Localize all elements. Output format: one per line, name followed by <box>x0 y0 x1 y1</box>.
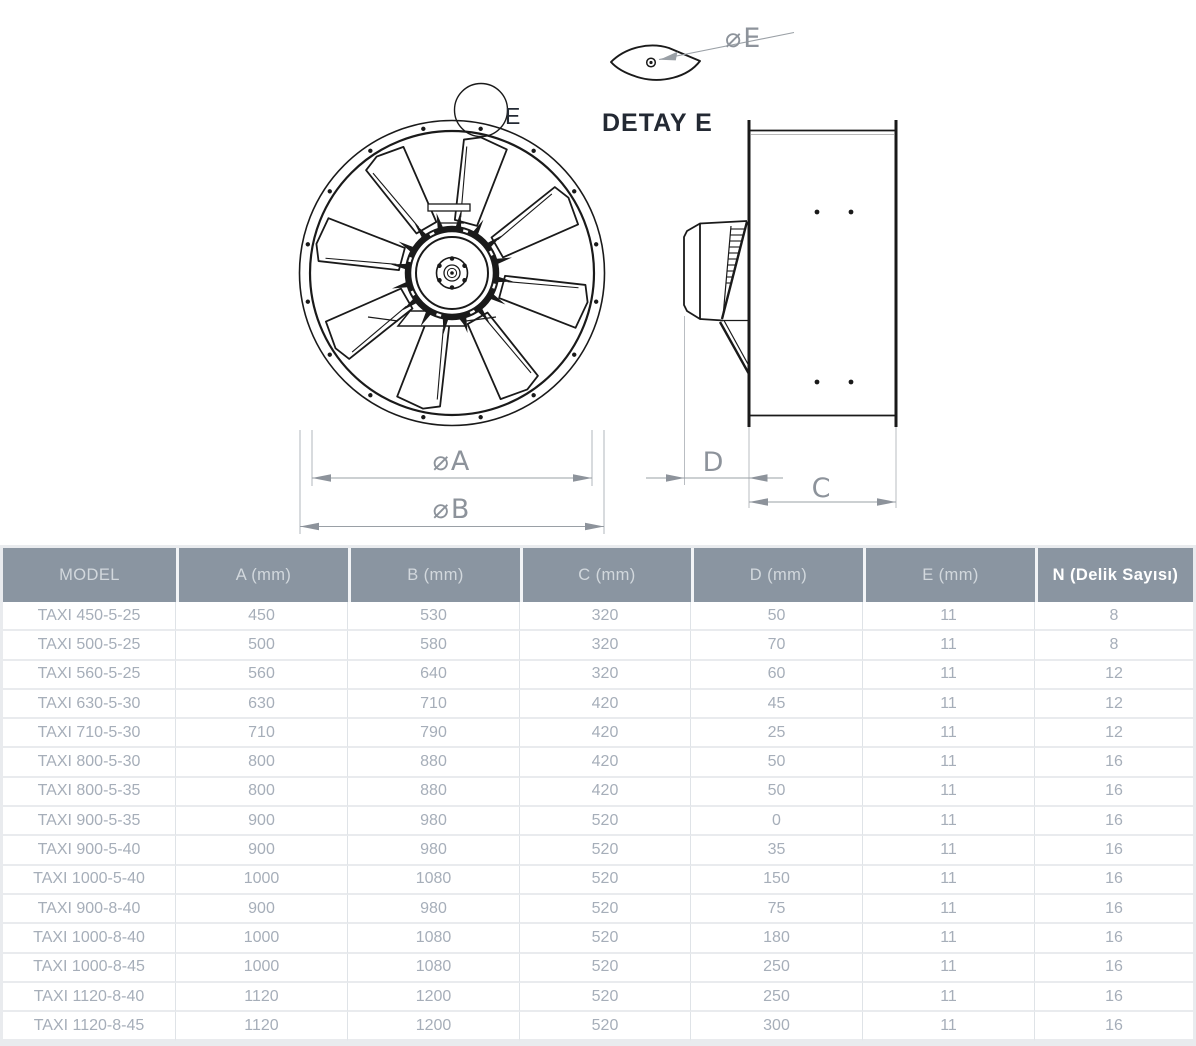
value-cell: 180 <box>691 924 863 953</box>
header-n-bold: N <box>1052 565 1065 584</box>
value-cell: 420 <box>520 748 691 777</box>
value-cell: 710 <box>348 690 520 719</box>
table-row <box>3 895 1193 924</box>
value-cell: 560 <box>176 661 348 690</box>
detail-e-view <box>602 23 794 137</box>
dimension-c-label: C <box>811 473 833 504</box>
value-cell: 1080 <box>348 866 520 895</box>
table-row <box>3 661 1193 690</box>
header-n-hole-count <box>1035 548 1193 602</box>
value-cell: 300 <box>691 1012 863 1041</box>
model-cell: TAXI 710-5-30 <box>3 719 176 748</box>
casing <box>749 120 896 427</box>
value-cell: 11 <box>863 661 1035 690</box>
value-cell: 11 <box>863 836 1035 865</box>
value-cell: 50 <box>691 748 863 777</box>
value-cell: 12 <box>1035 690 1193 719</box>
value-cell: 25 <box>691 719 863 748</box>
table-row <box>3 690 1193 719</box>
value-cell: 980 <box>348 836 520 865</box>
value-cell: 520 <box>520 954 691 983</box>
table-row <box>3 631 1193 660</box>
dimension-d <box>646 316 783 508</box>
model-cell: TAXI 1000-8-45 <box>3 954 176 983</box>
motor <box>684 221 749 374</box>
value-cell: 320 <box>520 602 691 631</box>
value-cell: 11 <box>863 983 1035 1012</box>
value-cell: 11 <box>863 807 1035 836</box>
value-cell: 11 <box>863 602 1035 631</box>
value-cell: 11 <box>863 954 1035 983</box>
detail-title: DETAY E <box>602 109 713 137</box>
value-cell: 16 <box>1035 807 1193 836</box>
value-cell: 880 <box>348 748 520 777</box>
value-cell: 520 <box>520 807 691 836</box>
value-cell: 50 <box>691 778 863 807</box>
model-cell: TAXI 900-5-40 <box>3 836 176 865</box>
value-cell: 70 <box>691 631 863 660</box>
value-cell: 16 <box>1035 1012 1193 1041</box>
value-cell: 11 <box>863 690 1035 719</box>
table-row <box>3 924 1193 953</box>
table-body <box>3 602 1193 1041</box>
value-cell: 420 <box>520 778 691 807</box>
flange-hole-center <box>649 61 652 64</box>
value-cell: 520 <box>520 895 691 924</box>
value-cell: 1200 <box>348 1012 520 1041</box>
value-cell: 11 <box>863 631 1035 660</box>
header-model: MODEL <box>3 548 176 602</box>
model-cell: TAXI 1000-8-40 <box>3 924 176 953</box>
value-cell: 800 <box>176 748 348 777</box>
value-cell: 11 <box>863 895 1035 924</box>
table-header <box>3 548 1193 602</box>
value-cell: 11 <box>863 924 1035 953</box>
value-cell: 12 <box>1035 661 1193 690</box>
value-cell: 75 <box>691 895 863 924</box>
value-cell: 250 <box>691 983 863 1012</box>
header-b-mm: B (mm) <box>348 548 520 602</box>
value-cell: 640 <box>348 661 520 690</box>
header-c-mm: C (mm) <box>520 548 691 602</box>
value-cell: 1000 <box>176 954 348 983</box>
value-cell: 520 <box>520 866 691 895</box>
value-cell: 16 <box>1035 954 1193 983</box>
fan-side-view <box>646 120 896 508</box>
value-cell: 320 <box>520 631 691 660</box>
table-row <box>3 954 1193 983</box>
value-cell: 16 <box>1035 895 1193 924</box>
value-cell: 1120 <box>176 983 348 1012</box>
value-cell: 900 <box>176 807 348 836</box>
model-cell: TAXI 630-5-30 <box>3 690 176 719</box>
value-cell: 11 <box>863 866 1035 895</box>
model-cell: TAXI 800-5-35 <box>3 778 176 807</box>
value-cell: 1080 <box>348 954 520 983</box>
value-cell: 0 <box>691 807 863 836</box>
detail-dim-label: ⌀E <box>725 23 763 54</box>
value-cell: 630 <box>176 690 348 719</box>
value-cell: 1000 <box>176 866 348 895</box>
model-cell: TAXI 800-5-30 <box>3 748 176 777</box>
value-cell: 8 <box>1035 602 1193 631</box>
value-cell: 520 <box>520 836 691 865</box>
value-cell: 16 <box>1035 866 1193 895</box>
detail-callout-label: E <box>505 103 521 129</box>
value-cell: 60 <box>691 661 863 690</box>
value-cell: 45 <box>691 690 863 719</box>
value-cell: 11 <box>863 748 1035 777</box>
value-cell: 150 <box>691 866 863 895</box>
table-row <box>3 836 1193 865</box>
value-cell: 900 <box>176 895 348 924</box>
header-n-rest: (Delik Sayısı) <box>1065 565 1179 584</box>
dimensions-table <box>3 548 1193 1041</box>
value-cell: 710 <box>176 719 348 748</box>
value-cell: 16 <box>1035 836 1193 865</box>
dimension-d-label: D <box>702 447 726 478</box>
value-cell: 790 <box>348 719 520 748</box>
value-cell: 11 <box>863 719 1035 748</box>
value-cell: 1080 <box>348 924 520 953</box>
table-row <box>3 866 1193 895</box>
model-cell: TAXI 900-8-40 <box>3 895 176 924</box>
value-cell: 1000 <box>176 924 348 953</box>
dimension-b-label: ⌀B <box>432 494 472 525</box>
table-row <box>3 1012 1193 1041</box>
value-cell: 450 <box>176 602 348 631</box>
value-cell: 12 <box>1035 719 1193 748</box>
header-d-mm: D (mm) <box>691 548 863 602</box>
dimension-a-label: ⌀A <box>432 446 472 477</box>
model-cell: TAXI 450-5-25 <box>3 602 176 631</box>
table-row <box>3 807 1193 836</box>
model-cell: TAXI 500-5-25 <box>3 631 176 660</box>
value-cell: 50 <box>691 602 863 631</box>
value-cell: 8 <box>1035 631 1193 660</box>
value-cell: 420 <box>520 719 691 748</box>
value-cell: 16 <box>1035 778 1193 807</box>
table-row <box>3 602 1193 631</box>
table-row <box>3 778 1193 807</box>
value-cell: 520 <box>520 983 691 1012</box>
table-row <box>3 748 1193 777</box>
value-cell: 980 <box>348 895 520 924</box>
value-cell: 500 <box>176 631 348 660</box>
value-cell: 1120 <box>176 1012 348 1041</box>
value-cell: 16 <box>1035 748 1193 777</box>
header-e-mm: E (mm) <box>863 548 1035 602</box>
value-cell: 900 <box>176 836 348 865</box>
value-cell: 1200 <box>348 983 520 1012</box>
value-cell: 16 <box>1035 983 1193 1012</box>
value-cell: 530 <box>348 602 520 631</box>
value-cell: 520 <box>520 1012 691 1041</box>
value-cell: 250 <box>691 954 863 983</box>
model-cell: TAXI 900-5-35 <box>3 807 176 836</box>
value-cell: 800 <box>176 778 348 807</box>
model-cell: TAXI 560-5-25 <box>3 661 176 690</box>
table-row <box>3 719 1193 748</box>
model-cell: TAXI 1120-8-40 <box>3 983 176 1012</box>
table-row <box>3 983 1193 1012</box>
value-cell: 11 <box>863 1012 1035 1041</box>
fan-front-view <box>300 84 605 535</box>
value-cell: 580 <box>348 631 520 660</box>
value-cell: 420 <box>520 690 691 719</box>
model-cell: TAXI 1120-8-45 <box>3 1012 176 1041</box>
value-cell: 980 <box>348 807 520 836</box>
value-cell: 16 <box>1035 924 1193 953</box>
model-cell: TAXI 1000-5-40 <box>3 866 176 895</box>
header-a-mm: A (mm) <box>176 548 348 602</box>
dimensions-table-wrap <box>0 545 1196 1046</box>
table-header-row <box>3 548 1193 602</box>
value-cell: 520 <box>520 924 691 953</box>
value-cell: 320 <box>520 661 691 690</box>
value-cell: 880 <box>348 778 520 807</box>
value-cell: 11 <box>863 778 1035 807</box>
value-cell: 35 <box>691 836 863 865</box>
